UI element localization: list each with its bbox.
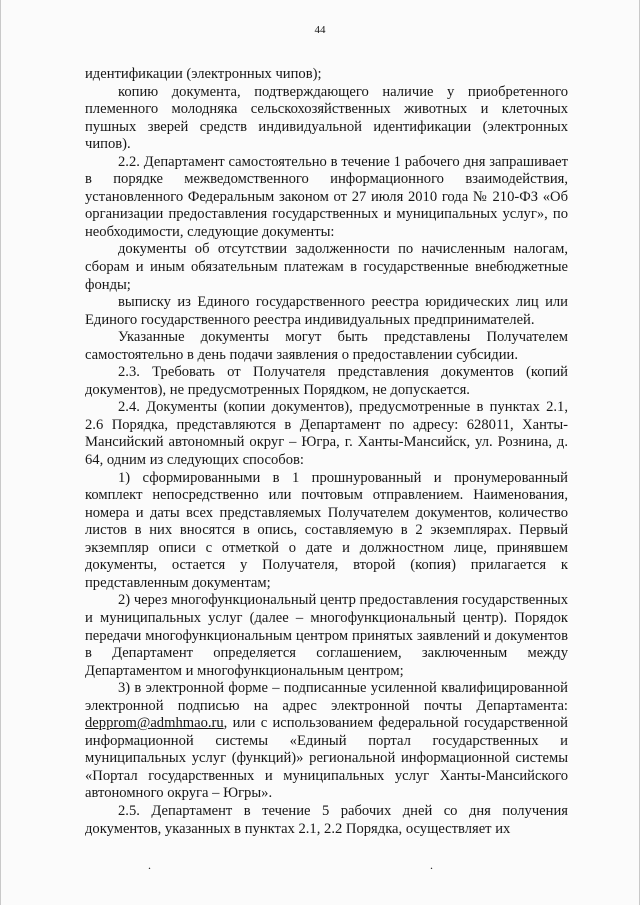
scan-speck: . (430, 858, 433, 872)
paragraph-electronic-submission (85, 680, 568, 803)
paragraph-text: , или с использованием федеральной государственной информационной системы «Единый портал государственных и муниципальных услуг (функций)» региональной информационной системы «Портал государственных и муниципальных услуг Ханты-Мансийского автономного округа – Югры». (85, 715, 568, 802)
paragraph: копию документа, подтверждающего наличие у приобретенного племенного молодняка сельскохозяйственных животных и клеточных пушных зверей средств индивидуальной идентификации (электронных чипов). (85, 83, 568, 153)
scan-speck: . (148, 858, 151, 872)
paragraph: 1) сформированными в 1 прошнурованный и пронумерованный комплект непосредственно или почтовым отправлением. Наименования, номера и даты всех представляемых Получателем документов, количество листов в них вносятся в опись, составляемую в 2 экземплярах. Первый экземпляр описи с отметкой о дате и должностном лице, принявшем документы, остается у Получателя, второй (копия) прилагается к представленным документам; (85, 469, 568, 591)
paragraph: 2.3. Требовать от Получателя представления документов (копий документов), не предусмотренных Порядком, не допускается. (85, 364, 568, 398)
paragraph: 2) через многофункциональный центр предоставления государственных и муниципальных услуг (далее – многофункциональный центр). Порядок передачи многофункциональным центром принятых заявлений и документов в Департамент определяется соглашением, заключенным между Департаментом и многофункциональным центром; (85, 592, 568, 679)
document-body (85, 66, 568, 838)
paragraph-last: 2.5. Департамент в течение 5 рабочих дней со дня получения документов, указанных в пунктах 2.1, 2.2 Порядка, осуществляет их (85, 802, 568, 837)
paragraph: документы об отсутствии задолженности по начисленным налогам, сборам и иным обязательным платежам в государственные внебюджетные фонды; (85, 241, 568, 293)
paragraph: идентификации (электронных чипов); (85, 66, 322, 82)
page-edge-left (0, 0, 1, 905)
page-number: 44 (314, 24, 326, 36)
paragraph: 2.4. Документы (копии документов), предусмотренные в пунктах 2.1, 2.6 Порядка, представляются в Департамент по адресу: 628011, Ханты-Мансийский автономный округ – Югра, г. Ханты-Мансийск, ул. Рознина, д. 64, одним из следующих способов: (85, 399, 568, 469)
paragraph: выписку из Единого государственного реестра юридических лиц или Единого государственного реестра индивидуальных предпринимателей. (85, 294, 568, 328)
paragraph: Указанные документы могут быть представлены Получателем самостоятельно в день подачи заявления о предоставлении субсидии. (85, 329, 568, 363)
paragraph: 2.2. Департамент самостоятельно в течение 1 рабочего дня запрашивает в порядке межведомственного информационного взаимодействия, установленного Федеральным законом от 27 июля 2010 года № 210-ФЗ «Об организации предоставления государственных и муниципальных услуг», по необходимости, следующие документы: (85, 153, 568, 240)
paragraph-list (85, 66, 568, 680)
email-link[interactable]: depprom@admhmao.ru (85, 715, 224, 732)
paragraph-text: 3) в электронной форме – подписанные усиленной квалифицированной электронной подписью на адрес электронной почты Департамента: (85, 680, 568, 714)
